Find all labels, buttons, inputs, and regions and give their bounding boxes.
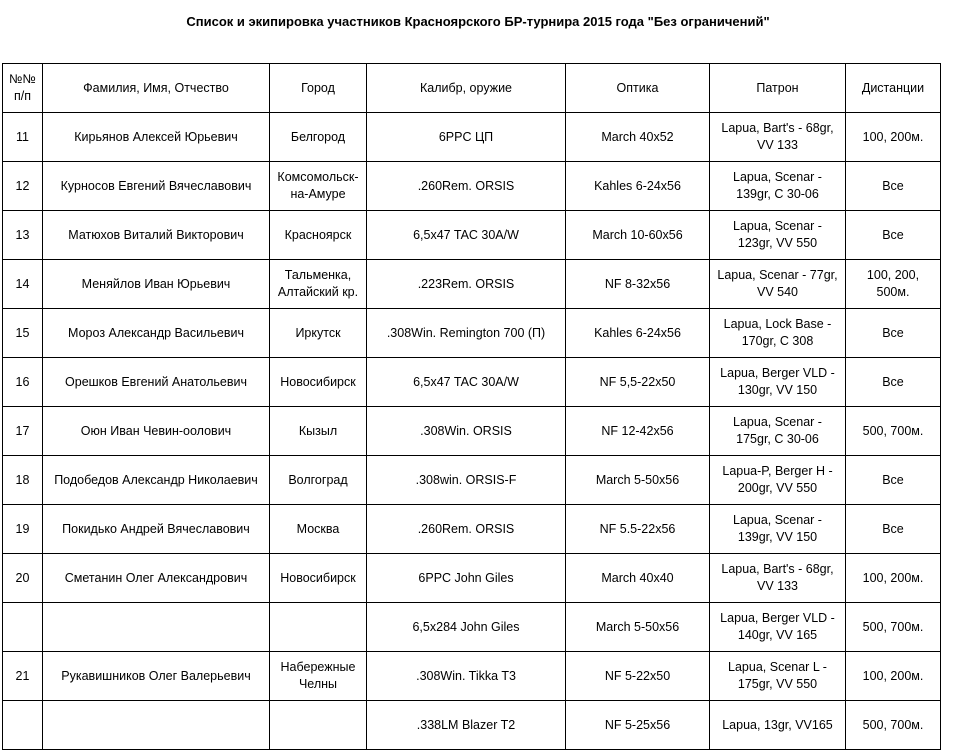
cell-caliber: 6,5x284 John Giles [367, 603, 566, 652]
cell-distances: Все [846, 456, 941, 505]
cell-caliber: .308Win. ORSIS [367, 407, 566, 456]
cell-optics: March 5-50x56 [566, 603, 710, 652]
cell-city [270, 701, 367, 750]
cell-caliber: .223Rem. ORSIS [367, 260, 566, 309]
cell-num: 19 [3, 505, 43, 554]
table-row [3, 603, 941, 652]
cell-city: Новосибирск [270, 358, 367, 407]
cell-distances: 500, 700м. [846, 701, 941, 750]
cell-distances: 500, 700м. [846, 603, 941, 652]
cell-num: 13 [3, 211, 43, 260]
cell-city: Москва [270, 505, 367, 554]
cell-optics: NF 5-25x56 [566, 701, 710, 750]
cell-name: Меняйлов Иван Юрьевич [43, 260, 270, 309]
cell-optics: March 40x52 [566, 113, 710, 162]
cell-optics: NF 12-42x56 [566, 407, 710, 456]
cell-distances: Все [846, 162, 941, 211]
cell-caliber: 6PPC John Giles [367, 554, 566, 603]
cell-caliber: 6,5x47 TAC 30A/W [367, 211, 566, 260]
cell-caliber: .260Rem. ORSIS [367, 162, 566, 211]
cell-distances: 100, 200м. [846, 113, 941, 162]
header-num: №№ п/п [3, 64, 43, 113]
cell-city: Красноярск [270, 211, 367, 260]
cell-name [43, 701, 270, 750]
cell-num: 18 [3, 456, 43, 505]
cell-num [3, 701, 43, 750]
cell-cartridge: Lapua, Scenar L - 175gr, VV 550 [710, 652, 846, 701]
cell-num: 16 [3, 358, 43, 407]
cell-num: 20 [3, 554, 43, 603]
table-row [3, 113, 941, 162]
cell-city: Волгоград [270, 456, 367, 505]
table-row [3, 162, 941, 211]
cell-distances: Все [846, 211, 941, 260]
header-optics: Оптика [566, 64, 710, 113]
page-title: Список и экипировка участников Красноярского БР-турнира 2015 года "Без ограничений" [186, 14, 770, 29]
cell-num: 11 [3, 113, 43, 162]
table-row [3, 456, 941, 505]
cell-name: Покидько Андрей Вячеславович [43, 505, 270, 554]
cell-name [43, 603, 270, 652]
cell-caliber: .308Win. Tikka T3 [367, 652, 566, 701]
cell-distances: 100, 200м. [846, 652, 941, 701]
cell-cartridge: Lapua, Scenar - 77gr, VV 540 [710, 260, 846, 309]
header-name: Фамилия, Имя, Отчество [43, 64, 270, 113]
table-row [3, 260, 941, 309]
header-city: Город [270, 64, 367, 113]
cell-name: Оюн Иван Чевин-оолович [43, 407, 270, 456]
table-row [3, 309, 941, 358]
cell-optics: NF 5.5-22x56 [566, 505, 710, 554]
cell-city: Новосибирск [270, 554, 367, 603]
cell-name: Сметанин Олег Александрович [43, 554, 270, 603]
cell-distances: 100, 200м. [846, 554, 941, 603]
cell-distances: Все [846, 358, 941, 407]
header-row [3, 64, 941, 113]
cell-city [270, 603, 367, 652]
header-cartridge: Патрон [710, 64, 846, 113]
cell-cartridge: Lapua-P, Berger H - 200gr, VV 550 [710, 456, 846, 505]
cell-name: Рукавишников Олег Валерьевич [43, 652, 270, 701]
table-row [3, 211, 941, 260]
cell-optics: Kahles 6-24x56 [566, 309, 710, 358]
cell-name: Мороз Александр Васильевич [43, 309, 270, 358]
cell-num: 21 [3, 652, 43, 701]
cell-city: Кызыл [270, 407, 367, 456]
cell-name: Подобедов Александр Николаевич [43, 456, 270, 505]
table-row [3, 554, 941, 603]
cell-num [3, 603, 43, 652]
cell-cartridge: Lapua, Lock Base - 170gr, С 308 [710, 309, 846, 358]
cell-city: Тальменка, Алтайский кр. [270, 260, 367, 309]
cell-distances: Все [846, 505, 941, 554]
cell-cartridge: Lapua, Bart's - 68gr, VV 133 [710, 113, 846, 162]
header-caliber: Калибр, оружие [367, 64, 566, 113]
cell-name: Матюхов Виталий Викторович [43, 211, 270, 260]
cell-cartridge: Lapua, Berger VLD - 140gr, VV 165 [710, 603, 846, 652]
cell-distances: Все [846, 309, 941, 358]
cell-name: Кирьянов Алексей Юрьевич [43, 113, 270, 162]
cell-optics: March 5-50x56 [566, 456, 710, 505]
cell-cartridge: Lapua, Scenar - 139gr, VV 150 [710, 505, 846, 554]
cell-caliber: .338LM Blazer T2 [367, 701, 566, 750]
cell-city: Комсомольск-на-Амуре [270, 162, 367, 211]
cell-name: Орешков Евгений Анатольевич [43, 358, 270, 407]
cell-city: Иркутск [270, 309, 367, 358]
cell-cartridge: Lapua, Bart's - 68gr, VV 133 [710, 554, 846, 603]
table-row [3, 407, 941, 456]
cell-cartridge: Lapua, Scenar - 175gr, С 30-06 [710, 407, 846, 456]
cell-caliber: .308Win. Remington 700 (П) [367, 309, 566, 358]
table-row [3, 652, 941, 701]
table-row [3, 701, 941, 750]
participants-table [2, 63, 941, 750]
cell-optics: NF 5,5-22x50 [566, 358, 710, 407]
cell-num: 15 [3, 309, 43, 358]
header-distances: Дистанции [846, 64, 941, 113]
cell-optics: NF 8-32x56 [566, 260, 710, 309]
cell-optics: March 40x40 [566, 554, 710, 603]
cell-caliber: 6,5x47 TAC 30A/W [367, 358, 566, 407]
cell-cartridge: Lapua, Scenar - 123gr, VV 550 [710, 211, 846, 260]
cell-num: 17 [3, 407, 43, 456]
cell-num: 14 [3, 260, 43, 309]
cell-name: Курносов Евгений Вячеславович [43, 162, 270, 211]
cell-cartridge: Lapua, Berger VLD - 130gr, VV 150 [710, 358, 846, 407]
cell-caliber: .260Rem. ORSIS [367, 505, 566, 554]
cell-optics: March 10-60x56 [566, 211, 710, 260]
cell-distances: 500, 700м. [846, 407, 941, 456]
table-row [3, 505, 941, 554]
cell-cartridge: Lapua, 13gr, VV165 [710, 701, 846, 750]
cell-distances: 100, 200, 500м. [846, 260, 941, 309]
cell-optics: NF 5-22x50 [566, 652, 710, 701]
table-row [3, 358, 941, 407]
cell-city: Белгород [270, 113, 367, 162]
cell-optics: Kahles 6-24x56 [566, 162, 710, 211]
cell-caliber: .308win. ORSIS-F [367, 456, 566, 505]
cell-caliber: 6PPC ЦП [367, 113, 566, 162]
cell-num: 12 [3, 162, 43, 211]
cell-cartridge: Lapua, Scenar - 139gr, С 30-06 [710, 162, 846, 211]
cell-city: Набережные Челны [270, 652, 367, 701]
